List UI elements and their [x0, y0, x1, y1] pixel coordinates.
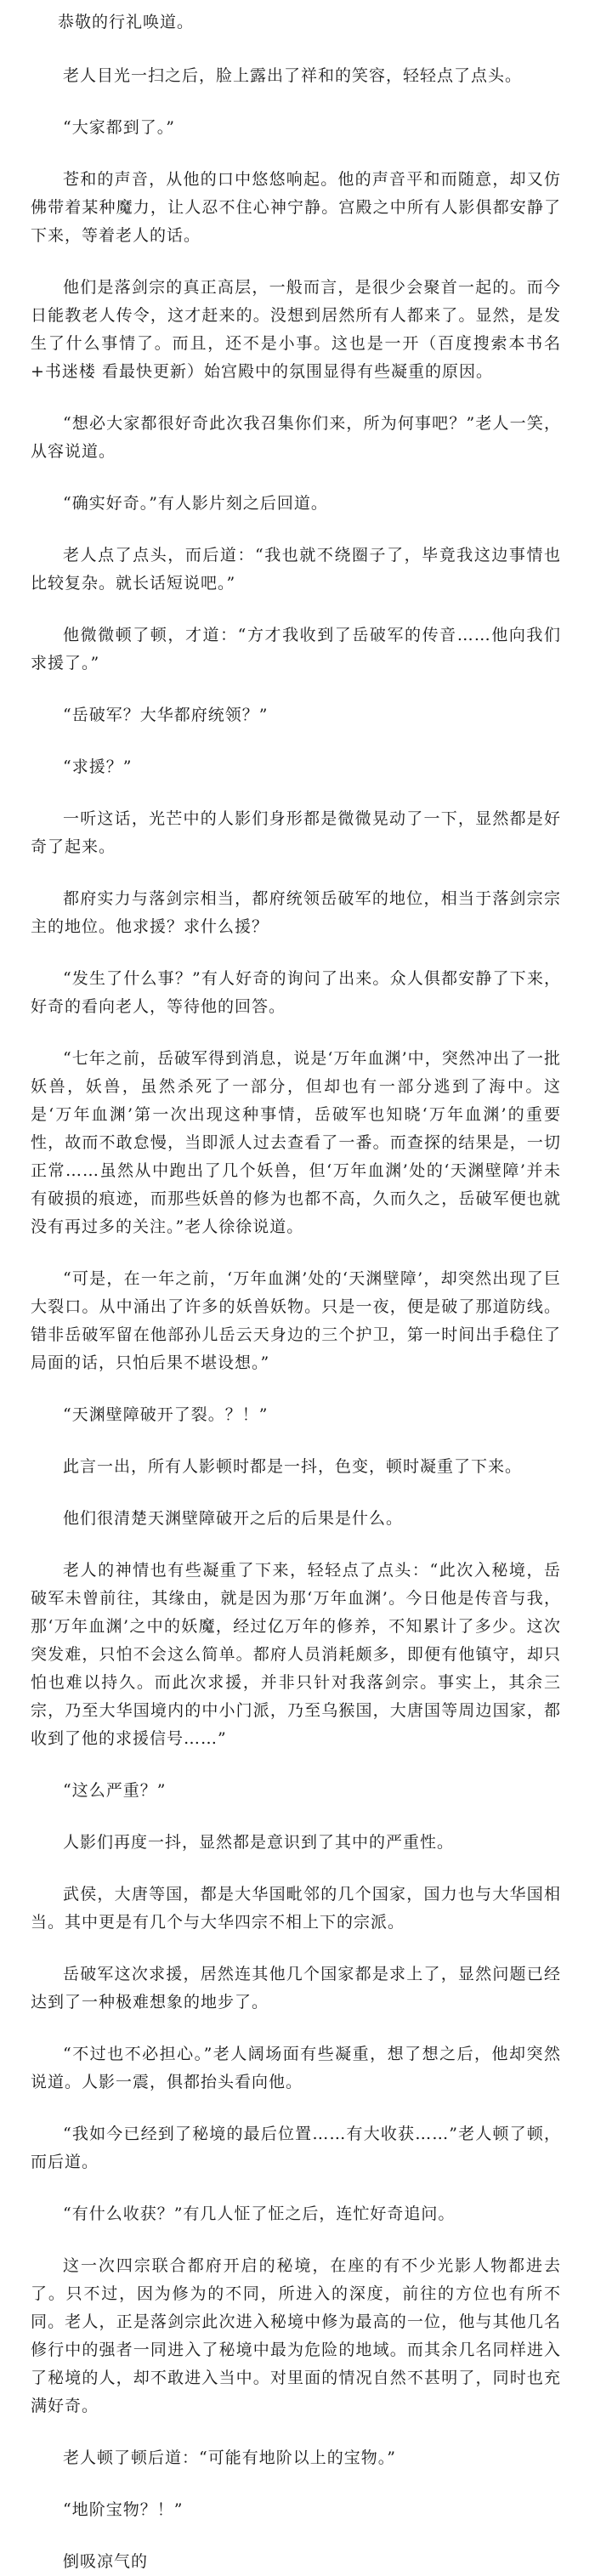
paragraph: 这一次四宗联合都府开启的秘境，在座的有不少光影人物都进去了。只不过，因为修为的不同，所进入的深度，前往的方位也有所不同。老人，正是落剑宗此次进入秘境中修为最高的一位，他与其他几名修行中的强者一同进入了秘境中最为危险的地域。而其余几名同样进入了秘境的人，却不敢进入当中。对里面的情况自然不甚明了，同时也充满好奇。 — [31, 2256, 561, 2415]
paragraph: 他们很清楚天渊壁障破开之后的后果是什么。 — [63, 1509, 404, 1528]
paragraph: 恭敬的行礼唤道。 — [58, 13, 195, 31]
paragraph: 岳破军这次求援，居然连其他几个国家都是求上了，显然问题已经达到了一种极难想象的地步了。 — [31, 1965, 561, 2011]
paragraph: “不过也不必担心。”老人阔场面有些凝重，想了想之后，他却突然说道。人影一震，俱都抬头看向他。 — [31, 2045, 561, 2091]
paragraph: “有什么收获？”有几人怔了怔之后，连忙好奇追问。 — [63, 2204, 456, 2223]
paragraph: 老人的神情也有些凝重了下来，轻轻点了点头：“此次入秘境，岳破军未曾前往，其缘由，就是因为那‘万年血渊’。今日他是传音与我，那‘万年血渊’之中的妖魔，经过亿万年的修养，不知累计了多少。这次突发难，只怕不会这么简单。都府人员消耗颇多，即便有他镇守，却只怕也难以持久。而此次求援，并非只针对我落剑宗。事实上，其余三宗，乃至大华国境内的中小门派，乃至乌猴国，大唐国等周边国家，都收到了他的求援信号……” — [31, 1561, 561, 1748]
paragraph: “地阶宝物？！” — [63, 2500, 184, 2519]
paragraph: 一听这话，光芒中的人影们身形都是微微晃动了一下，显然都是好奇了起来。 — [31, 809, 561, 856]
paragraph: 武侯，大唐等国，都是大华国毗邻的几个国家，国力也与大华国相当。其中更是有几个与大华四宗不相上下的宗派。 — [31, 1885, 561, 1932]
paragraph: 老人点了点头，而后道：“我也就不绕圈子了，毕竟我这边事情也比较复杂。就长话短说吧。” — [31, 546, 561, 593]
paragraph: “岳破军？大华都府统领？” — [63, 706, 269, 724]
paragraph: “可是，在一年之前，‘万年血渊’处的‘天渊壁障’，却突然出现了巨大裂口。从中涌出了许多的妖兽妖物。只是一夜，便是破了那道防线。错非岳破军留在他部孙儿岳云天身边的三个护卫，第一时间出手稳住了局面的话，只怕后果不堪设想。” — [31, 1269, 561, 1372]
paragraph: 此言一出，所有人影顿时都是一抖，色变，顿时凝重了下来。 — [63, 1457, 523, 1476]
paragraph: 他们是落剑宗的真正高层，一般而言，是很少会聚首一起的。而今日能教老人传令，这才赶来的。没想到居然所有人都来了。显然，是发生了什么事情了。而且，还不是小事。这也是一开（百度搜索本书名+书迷楼 看最快更新）始宫殿中的氛围显得有些凝重的原因。 — [31, 278, 561, 381]
paragraph: “我如今已经到了秘境的最后位置……有大收获……”老人顿了顿，而后道。 — [31, 2125, 561, 2171]
paragraph: “求援？” — [63, 757, 133, 776]
paragraph: “想必大家都很好奇此次我召集你们来，所为何事吧？”老人一笑，从容说道。 — [31, 414, 561, 461]
paragraph: 人影们再度一抖，显然都是意识到了其中的严重性。 — [63, 1833, 455, 1852]
paragraph: “确实好奇。”有人影片刻之后回道。 — [63, 494, 328, 513]
paragraph: 都府实力与落剑宗相当，都府统领岳破军的地位，相当于落剑宗宗主的地位。他求援？求什么援？ — [31, 889, 561, 936]
paragraph: 倒吸凉气的 — [63, 2552, 149, 2571]
paragraph: “七年之前，岳破军得到消息，说是‘万年血渊’中，突然冲出了一批妖兽，妖兽，虽然杀死了一部分，但却也有一部分逃到了海中。这是‘万年血渊’第一次出现这种事情，岳破军也知晓‘万年血渊’的重要性，故而不敢怠慢，当即派人过去查看了一番。而查探的结果是，一切正常……虽然从中跑出了几个妖兽，但‘万年血渊’处的‘天渊壁障’并未有破损的痕迹，而那些妖兽的修为也都不高，久而久之，岳破军便也就没有再过多的关注。”老人徐徐说道。 — [31, 1049, 561, 1236]
paragraph: 老人顿了顿后道：“可能有地阶以上的宝物。” — [63, 2448, 396, 2467]
paragraph: “这么严重？” — [63, 1781, 167, 1800]
paragraph: “发生了什么事？”有人好奇的询问了出来。众人俱都安静了下来，好奇的看向老人，等待他的回答。 — [31, 969, 561, 1016]
paragraph: “天渊壁障破开了裂。？！” — [63, 1405, 269, 1424]
paragraph: “大家都到了。” — [63, 118, 175, 137]
paragraph: 他微微顿了顿，才道：“方才我收到了岳破军的传音……他向我们求援了。” — [31, 626, 561, 672]
paragraph: 老人目光一扫之后，脸上露出了祥和的笑容，轻轻点了点头。 — [63, 66, 523, 85]
paragraph: 苍和的声音，从他的口中悠悠响起。他的声音平和而随意，却又仿佛带着某种魔力，让人忍不住心神宁静。宫殿之中所有人影俱都安静了下来，等着老人的话。 — [31, 170, 561, 245]
